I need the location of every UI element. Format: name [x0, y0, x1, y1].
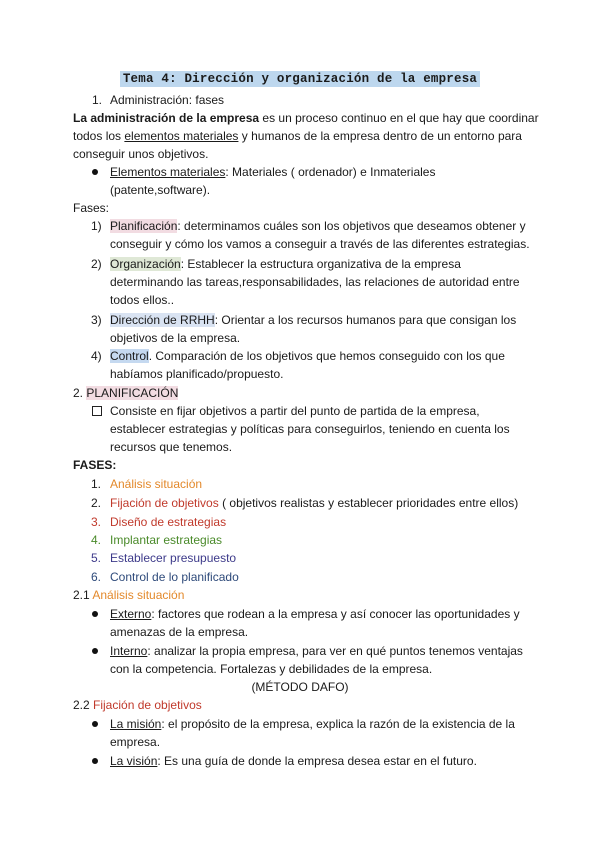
fase-2-rest: : Establecer la estructura organizativa de la empresa [180, 257, 461, 271]
intro-line-2 [73, 127, 522, 145]
fases-label: Fases: [73, 201, 110, 215]
fase-4-term: Control [110, 349, 149, 363]
section-2-heading [73, 384, 178, 402]
mision-label: La misión [110, 717, 162, 731]
elementos-label: Elementos materiales [110, 165, 226, 179]
interno-label: Interno [110, 644, 148, 658]
bullet-icon [92, 758, 98, 764]
fase-3-term: Dirección de RRHH [110, 313, 215, 327]
fase-4-line-2: habíamos planificado/propuesto. [110, 367, 284, 381]
section-2-2-number: 2.2 [73, 698, 94, 712]
vision-label: La visión [110, 754, 158, 768]
bullet-icon [92, 721, 98, 727]
mision-rest: : el propósito de la empresa, explica la razón de la existencia de la [161, 717, 515, 731]
document-title-wrap [0, 71, 600, 86]
elementos-rest: : Materiales ( ordenador) e Inmateriales [225, 165, 436, 179]
mision-line-1 [110, 715, 515, 733]
intro-text: todos los [73, 129, 125, 143]
interno-line-1 [110, 642, 523, 660]
section-2-number: 2. [73, 386, 87, 400]
fase-2-line-3: todos ellos.. [110, 293, 175, 307]
fases2-4-text: Implantar estrategias [110, 533, 223, 547]
fase-3-line-2: objetivos de la empresa. [110, 331, 241, 345]
intro-text-2: y humanos de la empresa dentro de un entorno para [238, 129, 522, 143]
fase-3-number: 3) [91, 313, 102, 327]
fases2-1-text: Análisis situación [110, 477, 203, 491]
fase-1-rest: : determinamos cuáles son los objetivos que deseamos obtener y [177, 219, 526, 233]
interno-rest: : analizar la propia empresa, para ver en qué puntos tenemos ventajas [147, 644, 523, 658]
section-2-2-title: Fijación de objetivos [93, 698, 202, 712]
bullet-icon [92, 611, 98, 617]
externo-rest: : factores que rodean a la empresa y así conocer las oportunidades y [151, 607, 520, 621]
fase-3-rest: : Orientar a los recursos humanos para que consigan los [214, 313, 517, 327]
intro-line-1 [73, 109, 539, 127]
fases2-2-text: Fijación de objetivos [110, 496, 219, 510]
fases2-6-number: 6. [91, 570, 102, 584]
externo-label: Externo [110, 607, 152, 621]
fases2-3-text: Diseño de estrategias [110, 515, 227, 529]
fase-2-number: 2) [91, 257, 102, 271]
fase-2-line-2: determinando las tareas,responsabilidades, las relaciones de autoridad entre [110, 275, 520, 289]
metodo-dafo: (MÉTODO DAFO) [251, 680, 349, 694]
fase-1-number: 1) [91, 219, 102, 233]
fase-2-line-1 [110, 255, 461, 273]
fases2-4-number: 4. [91, 533, 102, 547]
section-2-1-number: 2.1 [73, 588, 93, 602]
fases2-3-number: 3. [91, 515, 102, 529]
externo-line-1 [110, 605, 520, 623]
fase-1-term: Planificación [110, 219, 178, 233]
fase-2-term: Organización [110, 257, 181, 271]
fases2-1-number: 1. [91, 477, 102, 491]
plan-desc-line-2: establecer estrategias y políticas para conseguirlos, teniendo en cuenta los [110, 422, 510, 436]
section-2-title: PLANIFICACIÓN [86, 386, 179, 400]
fases2-5-text: Establecer presupuesto [110, 551, 237, 565]
fases2-2-number: 2. [91, 496, 102, 510]
mision-line-2: empresa. [110, 735, 161, 749]
bullet-icon [92, 648, 98, 654]
plan-desc-line-1: Consiste en fijar objetivos a partir del punto de partida de la empresa, [110, 404, 480, 418]
bullet-icon [92, 169, 98, 175]
elementos-line-2: (patente,software). [110, 183, 211, 197]
elementos-line-1 [110, 163, 435, 181]
intro-rest: es un proceso continuo en el que hay que coordinar [259, 111, 539, 125]
section-1-number: 1. [92, 93, 103, 107]
section-1-heading: Administración: fases [110, 93, 225, 107]
checkbox-icon [92, 406, 102, 416]
fase-4-rest: . Comparación de los objetivos que hemos conseguido con los que [148, 349, 505, 363]
section-2-2-heading [73, 696, 202, 714]
fases2-2-extra: ( objetivos realistas y establecer prioridades entre ellos) [218, 496, 519, 510]
section-2-1-title: Análisis situación [92, 588, 185, 602]
fases2-6-text: Control de lo planificado [110, 570, 239, 584]
fases2-2-line [110, 494, 518, 512]
vision-line-1 [110, 752, 477, 770]
fase-1-line-2: conseguir y cómo los vamos a conseguir a través de las diferentes estrategias. [110, 237, 530, 251]
intro-line-3: conseguir unos objetivos. [73, 147, 209, 161]
fase-3-line-1 [110, 311, 516, 329]
fases2-label: FASES: [73, 458, 117, 472]
fase-1-line-1 [110, 217, 526, 235]
fase-4-line-1 [110, 347, 505, 365]
plan-desc-line-3: recursos que tenemos. [110, 440, 233, 454]
intro-bold: La administración de la empresa [73, 111, 260, 125]
fases2-5-number: 5. [91, 551, 102, 565]
externo-line-2: amenazas de la empresa. [110, 625, 249, 639]
intro-underlined: elementos materiales [124, 129, 239, 143]
fase-4-number: 4) [91, 349, 102, 363]
interno-line-2: con la competencia. Fortalezas y debilidades de la empresa. [110, 662, 433, 676]
document-title: Tema 4: Dirección y organización de la empresa [120, 71, 480, 87]
section-2-1-heading [73, 586, 184, 604]
vision-rest: : Es una guía de donde la empresa desea estar en el futuro. [157, 754, 477, 768]
